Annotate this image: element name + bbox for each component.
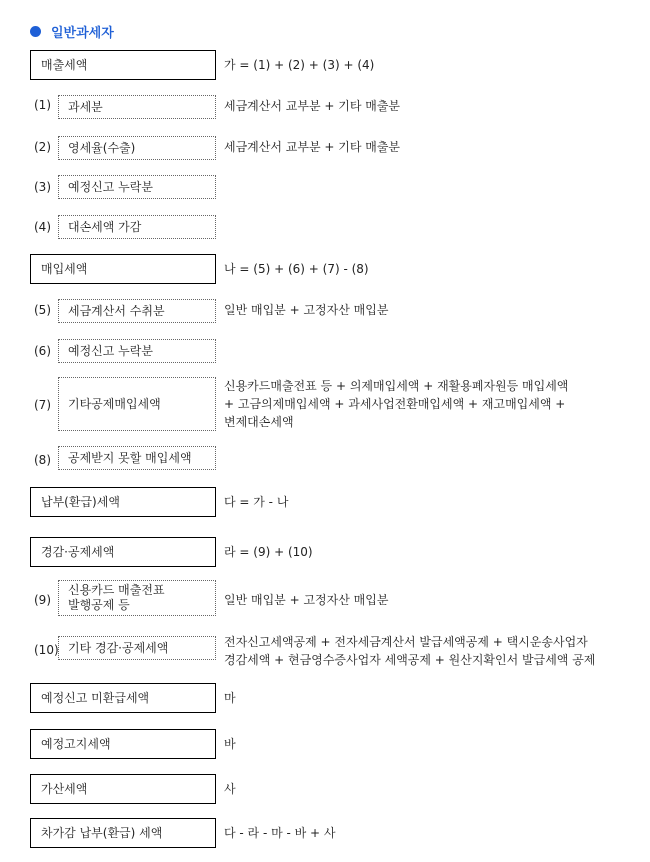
formula-payable-tax: 다 = 가 - 나 (224, 495, 289, 509)
formula-penalty-tax: 사 (224, 782, 236, 796)
desc-card-credit: 일반 매입분 + 고정자산 매입분 (224, 593, 389, 607)
item-number: (8) (34, 453, 51, 467)
item-number: (10) (34, 643, 59, 657)
label-box-other-deductions: 기타공제매입세액 (58, 377, 216, 431)
label-box-zero-rate: 영세율(수출) (58, 136, 216, 160)
label-box-bad-debt: 대손세액 가감 (58, 215, 216, 239)
formula-unrefunded: 마 (224, 691, 236, 705)
item-number: (4) (34, 220, 51, 234)
desc-zero-rate: 세금계산서 교부분 + 기타 매출분 (224, 140, 401, 154)
formula-input-tax: 나 = (5) + (6) + (7) - (8) (224, 262, 369, 276)
formula-output-tax: 가 = (1) + (2) + (3) + (4) (224, 58, 375, 72)
label-box-payable-tax: 납부(환급)세액 (30, 487, 216, 517)
label-box-omitted-sales: 예정신고 누락분 (58, 175, 216, 199)
section-title: 일반과세자 (51, 26, 114, 41)
item-number: (3) (34, 180, 51, 194)
item-number: (1) (34, 98, 51, 112)
item-number: (6) (34, 344, 51, 358)
desc-taxable: 세금계산서 교부분 + 기타 매출분 (224, 99, 401, 113)
desc-other-deductions: 신용카드매출전표 등 + 의제매입세액 + 재활용폐자원등 매입세액 + 고금의제매입세액 + 과세사업전환매입세액 + 재고매입세액 + 변제대손세액 (224, 379, 569, 429)
formula-net-payable: 다 - 라 - 마 - 바 + 사 (224, 826, 336, 840)
item-number: (7) (34, 398, 51, 412)
label-box-input-tax: 매입세액 (30, 254, 216, 284)
bullet-icon (30, 26, 41, 37)
label-box-credit-tax: 경감·공제세액 (30, 537, 216, 567)
item-number: (9) (34, 593, 51, 607)
formula-credit-tax: 라 = (9) + (10) (224, 545, 313, 559)
section-header (30, 22, 114, 41)
item-number: (5) (34, 303, 51, 317)
label-box-net-payable: 차가감 납부(환급) 세액 (30, 818, 216, 848)
label-box-other-credits: 기타 경감·공제세액 (58, 636, 216, 660)
label-box-omitted-purchases: 예정신고 누락분 (58, 339, 216, 363)
item-number: (2) (34, 140, 51, 154)
label-box-card-credit: 신용카드 매출전표 발행공제 등 (58, 580, 216, 616)
desc-other-credits: 전자신고세액공제 + 전자세금계산서 발급세액공제 + 택시운송사업자 경감세액 + 현금영수증사업자 세액공제 + 원산지확인서 발급세액 공제 (224, 635, 596, 667)
label-box-non-deductible: 공제받지 못할 매입세액 (58, 446, 216, 470)
desc-invoice-received: 일반 매입분 + 고정자산 매입분 (224, 303, 389, 317)
label-box-output-tax: 매출세액 (30, 50, 216, 80)
label-box-invoice-received: 세금계산서 수취분 (58, 299, 216, 323)
formula-notified-tax: 바 (224, 737, 236, 751)
label-box-notified-tax: 예정고지세액 (30, 729, 216, 759)
label-box-penalty-tax: 가산세액 (30, 774, 216, 804)
label-box-taxable: 과세분 (58, 95, 216, 119)
label-box-unrefunded: 예정신고 미환급세액 (30, 683, 216, 713)
